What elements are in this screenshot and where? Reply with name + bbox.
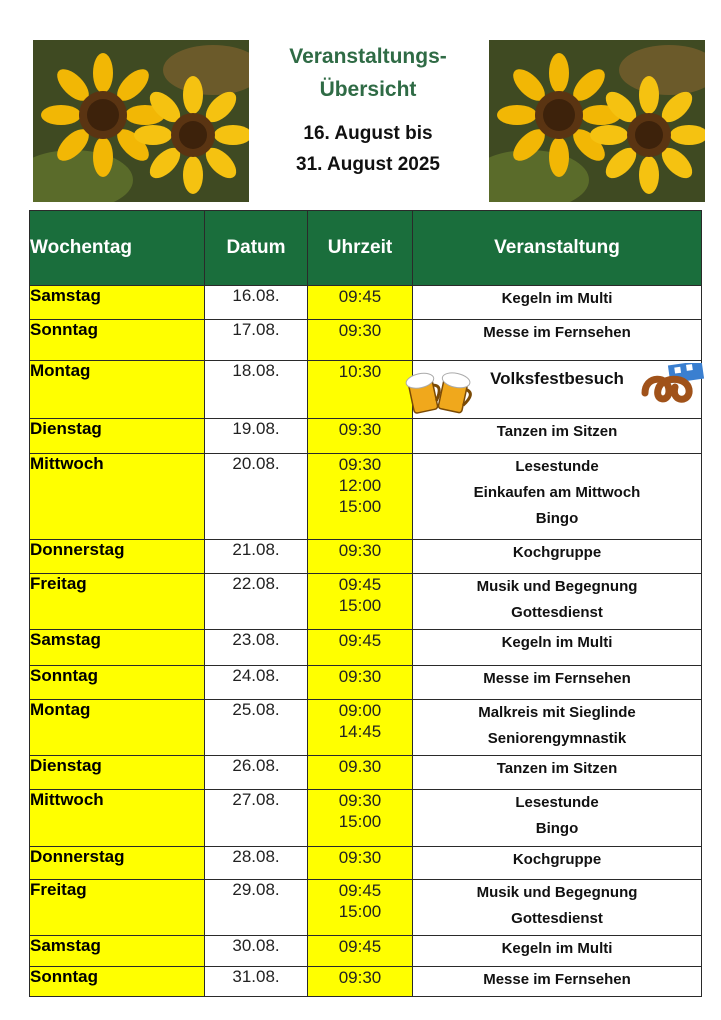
time-value: 09.30	[338, 757, 382, 776]
time-value: 09:45	[338, 287, 382, 306]
date-range	[255, 118, 481, 180]
date-cell: 16.08.	[205, 286, 308, 320]
time-value: 10:30	[338, 362, 382, 381]
column-header-date: Datum	[205, 211, 308, 286]
weekday-cell: Dienstag	[30, 756, 205, 790]
weekday-cell: Freitag	[30, 880, 205, 936]
time-value: 09:30	[338, 968, 382, 987]
pretzel-icon	[639, 363, 705, 413]
schedule-table	[29, 210, 702, 997]
event-value: Tanzen im Sitzen	[496, 423, 618, 440]
time-value: 09:30	[338, 541, 382, 560]
weekday-cell: Freitag	[30, 574, 205, 630]
table-row	[30, 666, 702, 700]
time-value: 15:00	[338, 812, 382, 831]
time-cell	[308, 756, 413, 790]
event-cell	[413, 419, 702, 454]
event-cell	[413, 540, 702, 574]
column-header-event: Veranstaltung	[413, 211, 702, 286]
column-header-weekday: Wochentag	[30, 211, 205, 286]
sunflower-photo-right	[489, 40, 705, 202]
event-value: Messe im Fernsehen	[483, 670, 631, 687]
table-row	[30, 454, 702, 540]
time-cell	[308, 419, 413, 454]
table-row	[30, 967, 702, 997]
time-value: 09:30	[338, 455, 382, 474]
time-value: 09:30	[338, 791, 382, 810]
sunflower-photo-left	[33, 40, 249, 202]
event-value: Lesestunde	[515, 794, 599, 811]
weekday-cell: Montag	[30, 361, 205, 419]
date-cell: 24.08.	[205, 666, 308, 700]
table-row	[30, 540, 702, 574]
time-value: 15:00	[338, 596, 382, 615]
time-value: 09:30	[338, 667, 382, 686]
date-cell: 20.08.	[205, 454, 308, 540]
table-row	[30, 756, 702, 790]
time-cell	[308, 967, 413, 997]
time-value: 12:00	[338, 476, 382, 495]
date-cell: 22.08.	[205, 574, 308, 630]
time-value: 09:30	[338, 420, 382, 439]
event-cell	[413, 936, 702, 967]
date-cell: 17.08.	[205, 320, 308, 361]
time-cell	[308, 700, 413, 756]
event-cell	[413, 454, 702, 540]
weekday-cell: Donnerstag	[30, 540, 205, 574]
time-value: 15:00	[338, 497, 382, 516]
event-cell	[413, 361, 702, 419]
weekday-cell: Samstag	[30, 630, 205, 666]
event-value: Malkreis mit Sieglinde	[478, 704, 636, 721]
table-row	[30, 936, 702, 967]
date-cell: 21.08.	[205, 540, 308, 574]
event-cell	[413, 630, 702, 666]
table-header-row	[30, 211, 702, 286]
event-cell	[413, 666, 702, 700]
time-value: 09:30	[338, 848, 382, 867]
event-value: Volksfestbesuch	[490, 369, 624, 388]
event-cell	[413, 847, 702, 880]
time-value: 14:45	[338, 722, 382, 741]
page-title	[255, 40, 481, 106]
weekday-cell: Sonntag	[30, 967, 205, 997]
time-value: 15:00	[338, 902, 382, 921]
column-header-time: Uhrzeit	[308, 211, 413, 286]
event-value: Kegeln im Multi	[501, 290, 613, 307]
event-value: Gottesdienst	[511, 604, 603, 621]
date-cell: 26.08.	[205, 756, 308, 790]
time-value: 09:30	[338, 321, 382, 340]
date-cell: 29.08.	[205, 880, 308, 936]
weekday-cell: Mittwoch	[30, 790, 205, 847]
weekday-cell: Samstag	[30, 286, 205, 320]
table-row	[30, 320, 702, 361]
event-cell	[413, 286, 702, 320]
event-cell	[413, 320, 702, 361]
event-value: Messe im Fernsehen	[483, 971, 631, 988]
event-value: Messe im Fernsehen	[483, 324, 631, 341]
event-value: Lesestunde	[515, 458, 599, 475]
time-cell	[308, 454, 413, 540]
date-cell: 28.08.	[205, 847, 308, 880]
event-value: Kochgruppe	[512, 544, 602, 561]
title-line-2: Übersicht	[319, 78, 417, 101]
time-value: 09:45	[338, 881, 382, 900]
weekday-cell: Sonntag	[30, 320, 205, 361]
beer-mugs-icon	[405, 367, 475, 425]
event-value: Einkaufen am Mittwoch	[473, 484, 641, 501]
event-value: Musik und Begegnung	[476, 578, 638, 595]
event-value: Bingo	[535, 820, 579, 837]
event-value: Gottesdienst	[511, 910, 603, 927]
table-row	[30, 880, 702, 936]
table-row	[30, 790, 702, 847]
weekday-cell: Sonntag	[30, 666, 205, 700]
date-range-line-1: 16. August bis	[303, 123, 433, 144]
time-cell	[308, 320, 413, 361]
table-row	[30, 847, 702, 880]
event-value: Seniorengymnastik	[487, 730, 627, 747]
weekday-cell: Montag	[30, 700, 205, 756]
date-cell: 30.08.	[205, 936, 308, 967]
date-cell: 23.08.	[205, 630, 308, 666]
time-value: 09:45	[338, 575, 382, 594]
weekday-cell: Donnerstag	[30, 847, 205, 880]
event-value: Kegeln im Multi	[501, 940, 613, 957]
event-cell	[413, 574, 702, 630]
event-cell	[413, 756, 702, 790]
event-value: Kochgruppe	[512, 851, 602, 868]
table-row	[30, 286, 702, 320]
table-row	[30, 361, 702, 419]
weekday-cell: Samstag	[30, 936, 205, 967]
weekday-cell: Dienstag	[30, 419, 205, 454]
time-cell	[308, 847, 413, 880]
event-cell	[413, 700, 702, 756]
table-row	[30, 419, 702, 454]
time-cell	[308, 574, 413, 630]
time-value: 09:45	[338, 937, 382, 956]
date-cell: 25.08.	[205, 700, 308, 756]
date-range-line-2: 31. August 2025	[296, 154, 440, 175]
time-cell	[308, 790, 413, 847]
table-row	[30, 574, 702, 630]
time-cell	[308, 936, 413, 967]
event-value: Tanzen im Sitzen	[496, 760, 618, 777]
weekday-cell: Mittwoch	[30, 454, 205, 540]
event-cell	[413, 967, 702, 997]
event-value: Kegeln im Multi	[501, 634, 613, 651]
time-cell	[308, 361, 413, 419]
table-row	[30, 700, 702, 756]
time-cell	[308, 286, 413, 320]
time-cell	[308, 630, 413, 666]
event-cell	[413, 880, 702, 936]
date-cell: 19.08.	[205, 419, 308, 454]
event-value: Bingo	[535, 510, 579, 527]
date-cell: 31.08.	[205, 967, 308, 997]
time-cell	[308, 880, 413, 936]
table-row	[30, 630, 702, 666]
time-cell	[308, 540, 413, 574]
event-value: Musik und Begegnung	[476, 884, 638, 901]
date-cell: 18.08.	[205, 361, 308, 419]
time-value: 09:45	[338, 631, 382, 650]
time-cell	[308, 666, 413, 700]
time-value: 09:00	[338, 701, 382, 720]
date-cell: 27.08.	[205, 790, 308, 847]
title-line-1: Veranstaltungs-	[289, 45, 447, 68]
event-cell	[413, 790, 702, 847]
